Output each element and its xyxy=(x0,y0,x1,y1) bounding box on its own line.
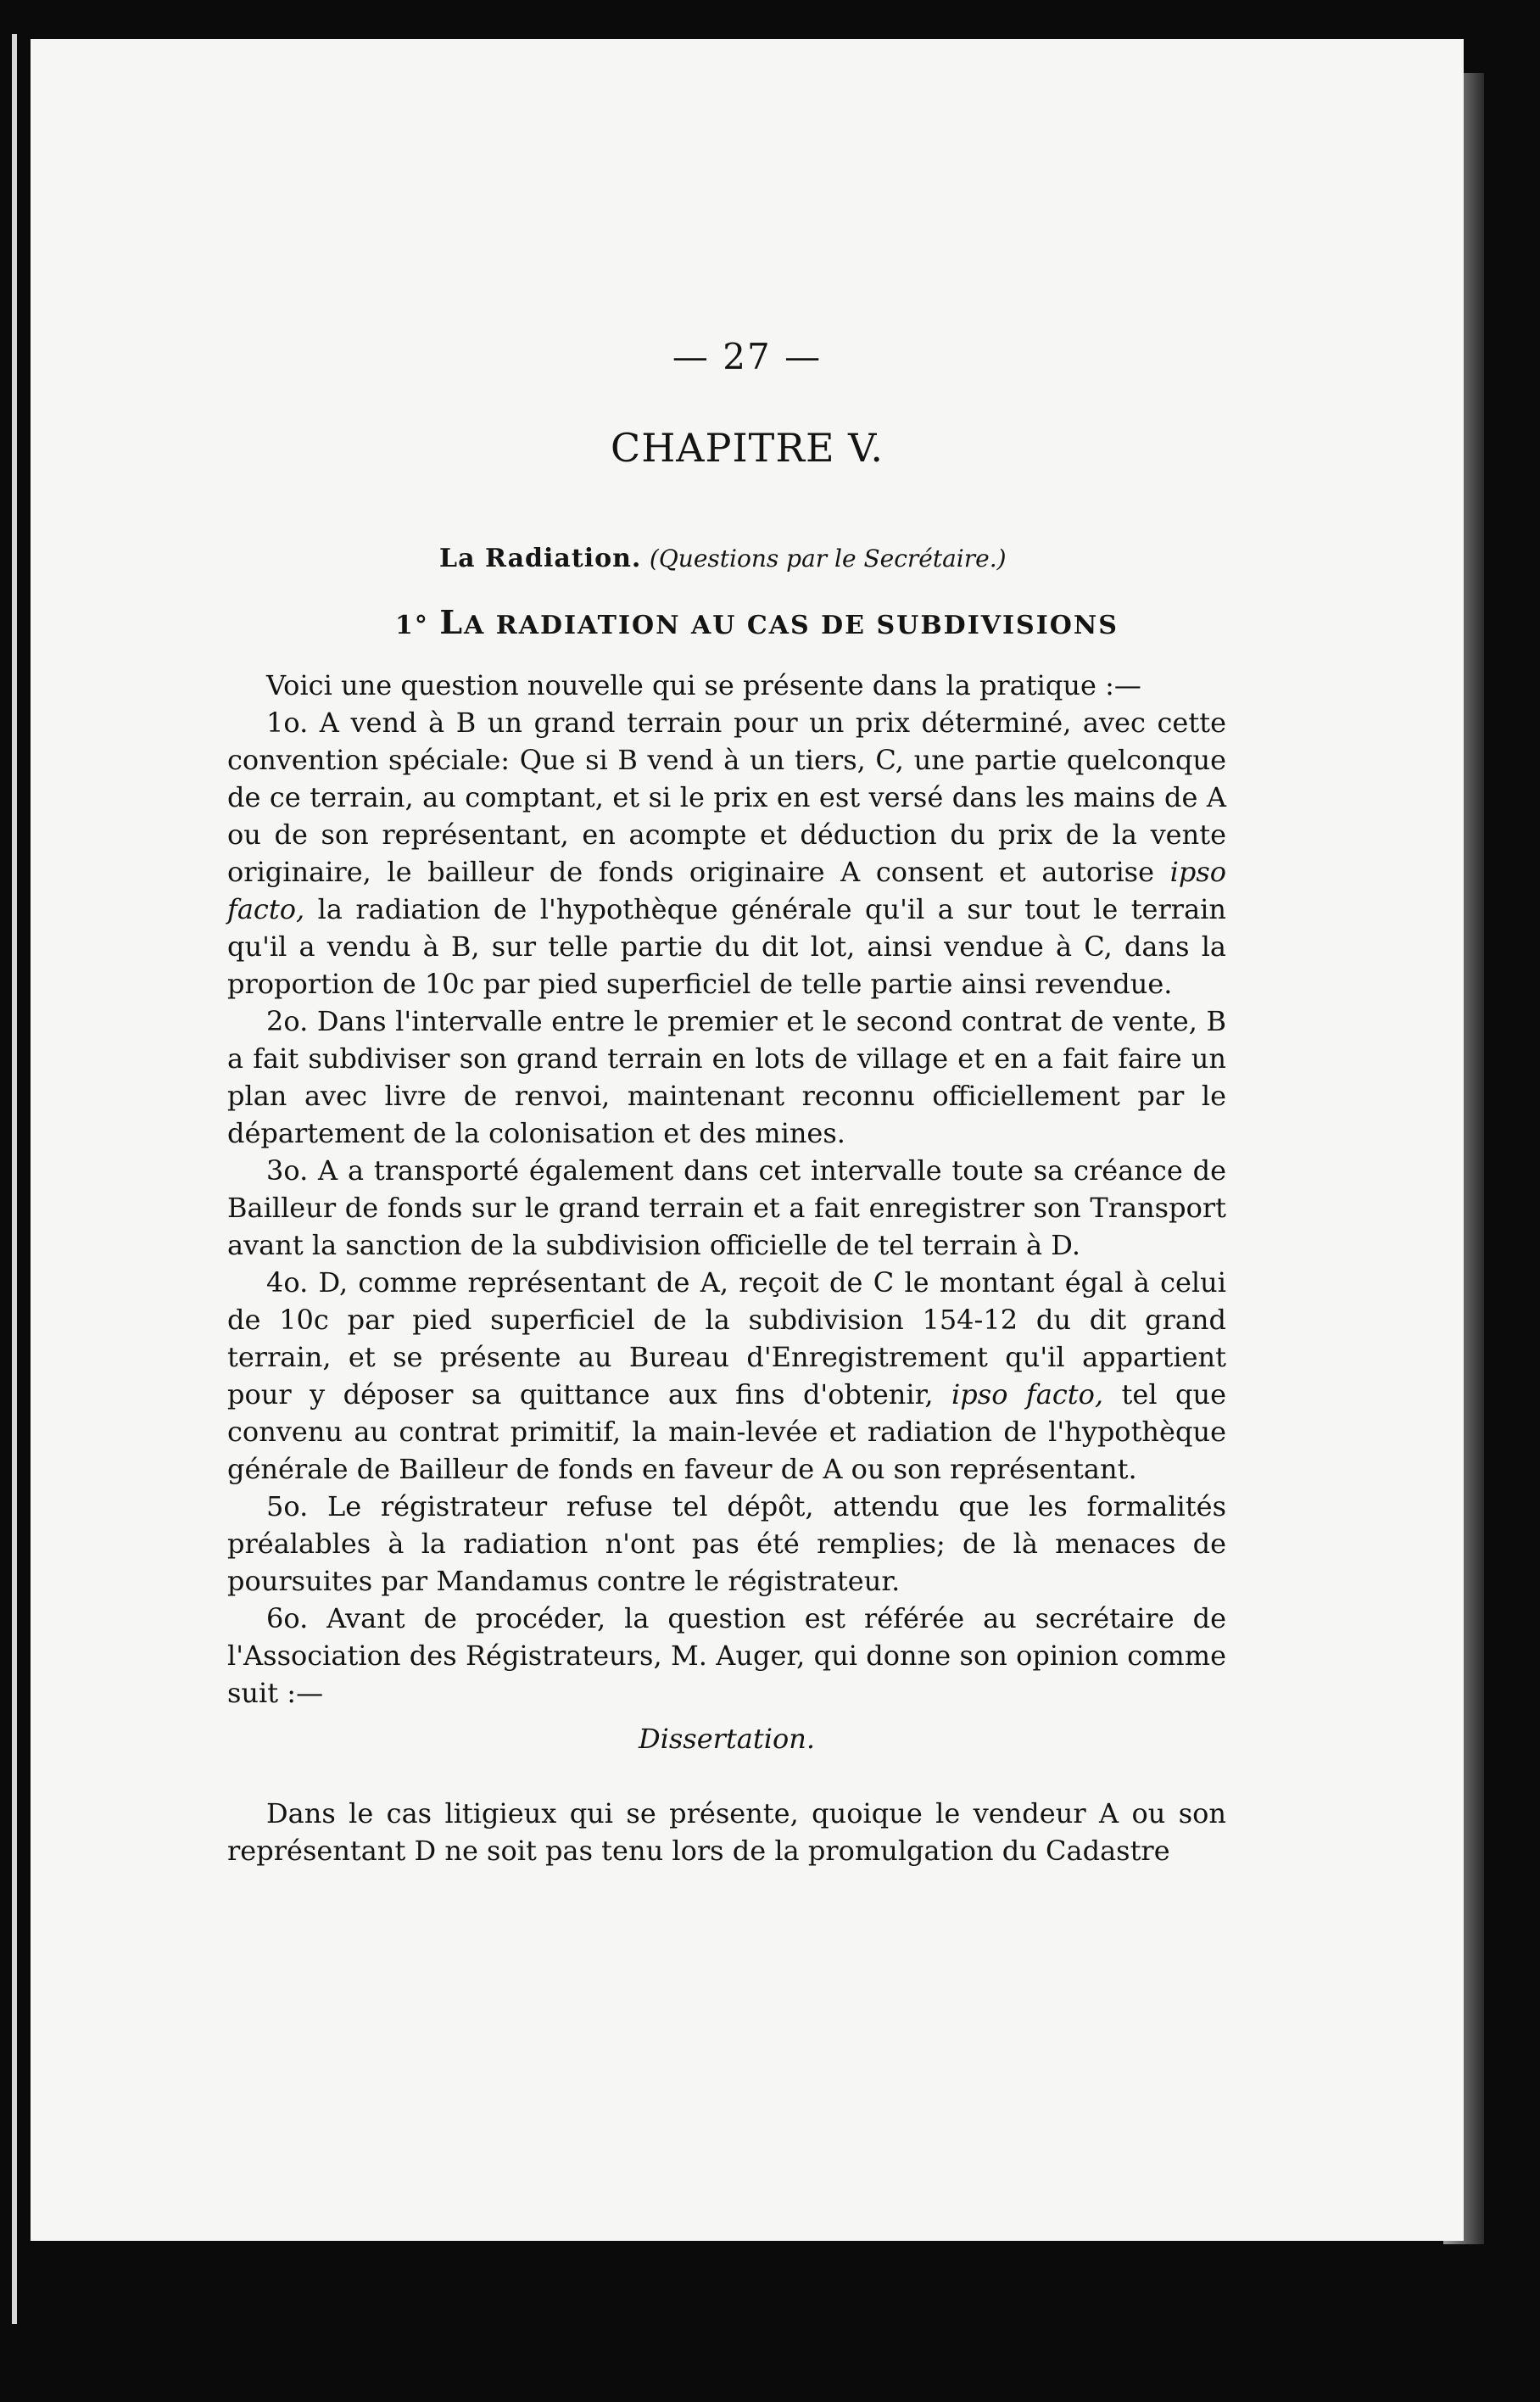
paragraph-7: Dans le cas litigieux qui se présente, quoique le vendeur A ou son représentant D ne soit pas tenu lors de la promulgation du Cadastre xyxy=(227,1797,1226,1867)
paragraph-1-italic: ipso facto, xyxy=(227,856,1227,925)
section-title: La Radiation. xyxy=(439,544,642,573)
paragraph-4-end: tel que convenu au contrat primitif, la main-levée et radiation de l'hypothèque générale de Bailleur de fonds en faveur de A ou son représentant. xyxy=(227,1378,1227,1485)
paragraph-1-end: la radiation de l'hypothèque générale qu'il a sur tout le terrain qu'il a vendu à B, sur telle partie du dit lot, ainsi vendue à C, dans la proportion de 10c par pied superficiel de telle partie ainsi revendue. xyxy=(227,893,1227,1000)
paragraph-6: 6o. Avant de procéder, la question est référée au secrétaire de l'Association des Régistrateurs, M. Auger, qui donne son opinion comme suit :— xyxy=(227,1602,1226,1709)
subheading-number: 1° xyxy=(395,611,429,640)
paragraph-1-text: 1o. A vend à B un grand terrain pour un prix déterminé, avec cette convention spéciale: Que si B vend à un tiers, C, une partie quelconque de ce terrain, au comptant, et si le prix en est versé dans les mains de A ou de son représentant, en acompte et déduction du prix de la vente originaire, le bailleur de fonds originaire A consent et autorise xyxy=(227,707,1226,888)
chapter-title: CHAPITRE V. xyxy=(611,425,884,471)
paragraph-intro: Voici une question nouvelle qui se présente dans la pratique :— xyxy=(266,669,1141,701)
paragraph-2: 2o. Dans l'intervalle entre le premier et le second contrat de vente, B a fait subdiviser son grand terrain en lots de village et en a fait faire un plan avec livre de renvoi, maintenant reconnu officiellement par le département de la colonisation et des mines. xyxy=(227,1005,1226,1149)
paragraph-3: 3o. A a transporté également dans cet intervalle toute sa créance de Bailleur de fonds sur le grand terrain et a fait enregistrer son Transport avant la sanction de la subdivision officielle de tel terrain à D. xyxy=(227,1154,1226,1261)
page-number: — 27 — xyxy=(672,336,823,377)
paragraph-4-italic: ipso facto, xyxy=(951,1378,1104,1410)
section-note: (Questions par le Secrétaire.) xyxy=(649,545,1007,573)
scan-edge xyxy=(12,34,17,2324)
book-page xyxy=(31,39,1464,2241)
paragraph-1 xyxy=(227,704,1226,1003)
dissertation-heading: Dissertation. xyxy=(638,1723,816,1755)
subheading-initial: L xyxy=(439,603,465,641)
subheading-text: A RADIATION AU CAS DE SUBDIVISIONS xyxy=(464,611,1119,640)
paragraph-4-text: 4o. D, comme représentant de A, reçoit de C le montant égal à celui de 10c par pied superficiel de la subdivision 154-12 du dit grand terrain, et se présente au Bureau d'Enregistrement qu'il appartient pour y déposer sa quittance aux fins d'obtenir, xyxy=(227,1266,1226,1410)
paragraph-4 xyxy=(227,1264,1226,1488)
paragraph-5: 5o. Le régistrateur refuse tel dépôt, attendu que les formalités préalables à la radiation n'ont pas été remplies; de là menaces de poursuites par Mandamus contre le régistrateur. xyxy=(227,1490,1226,1597)
section-heading xyxy=(439,544,1007,573)
body-text xyxy=(227,667,1226,1869)
subheading xyxy=(395,603,1119,641)
